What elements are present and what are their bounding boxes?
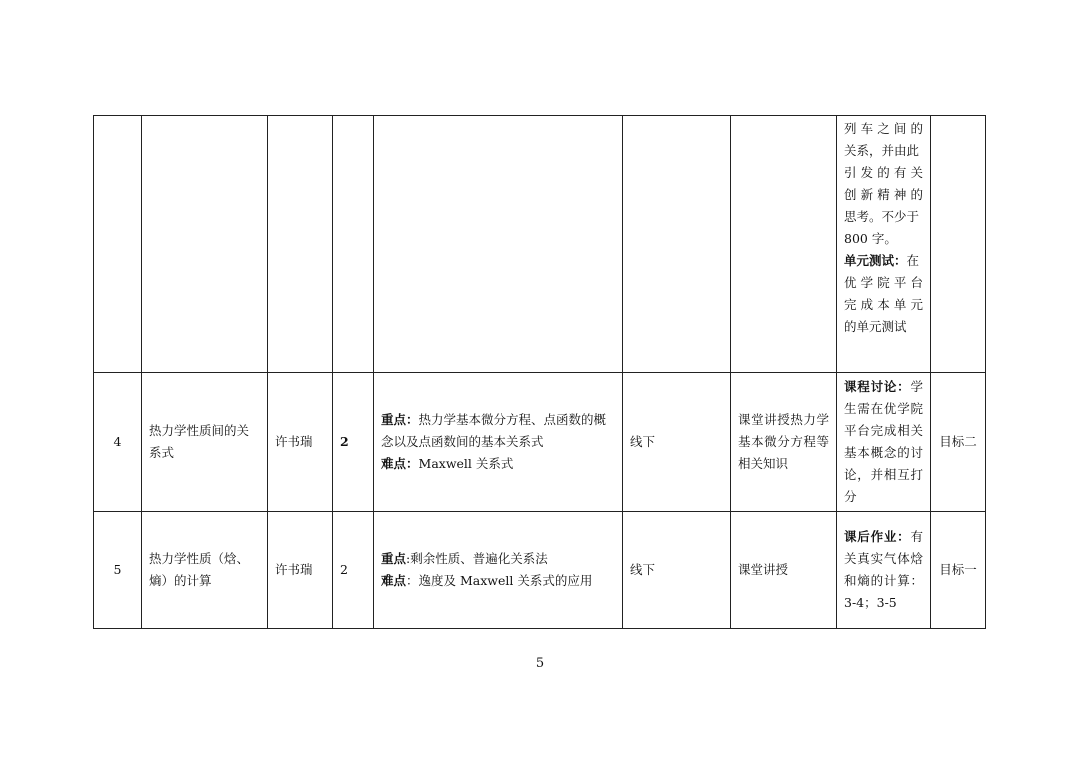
assignment-line: 创新精神的	[844, 187, 923, 202]
unit-test-label: 单元测试：	[844, 253, 907, 268]
assignment-line: 优学院平台	[844, 275, 923, 290]
key-label: 重点：	[381, 412, 419, 427]
assignment-line: 的单元测试	[844, 319, 907, 334]
cell-goal: 目标一	[931, 512, 986, 629]
assignment-text: 学生需在优学院平台完成相关基本概念的讨论，并相互打分	[844, 379, 923, 504]
difficulty-label: 难点	[381, 573, 407, 588]
assignment-text: 有关真实气体焓和熵的计算：3-4；3-5	[844, 529, 923, 610]
difficulty-text: ：逸度及 Maxwell 关系式的应用	[406, 573, 593, 588]
cell-topic: 热力学性质（焓、熵）的计算	[142, 512, 268, 629]
cell-assignment	[837, 373, 931, 512]
assignment-line: 关系，并由此	[844, 143, 920, 158]
key-label: 重点	[381, 551, 407, 566]
cell-hours: 2	[333, 373, 374, 512]
difficulty-text: Maxwell 关系式	[418, 456, 514, 471]
key-line	[381, 548, 615, 570]
cell-hours: 2	[333, 512, 374, 629]
cell-assignment	[837, 512, 931, 629]
key-text: 热力学基本微分方程、点函数的概念以及点函数间的基本关系式	[381, 412, 607, 449]
course-schedule-table	[93, 115, 986, 629]
assignment-line: 列车之间的	[844, 121, 923, 136]
cell-method: 课堂讲授	[731, 512, 837, 629]
cell-teacher	[268, 116, 333, 373]
cell-topic: 热力学性质间的关系式	[142, 373, 268, 512]
cell-method: 课堂讲授热力学基本微分方程等相关知识	[731, 373, 837, 512]
unit-test-line	[844, 250, 923, 272]
cell-goal: 目标二	[931, 373, 986, 512]
cell-index	[94, 116, 142, 373]
cell-key-points	[374, 373, 623, 512]
cell-assignment	[837, 116, 931, 373]
table-row	[94, 116, 986, 373]
difficulty-line	[381, 453, 615, 475]
cell-index: 5	[94, 512, 142, 629]
table-row	[94, 512, 986, 629]
assignment-line: 引发的有关	[844, 165, 923, 180]
table-row	[94, 373, 986, 512]
cell-hours	[333, 116, 374, 373]
unit-test-first: 在	[906, 253, 920, 268]
cell-mode: 线下	[623, 373, 731, 512]
cell-goal	[931, 116, 986, 373]
assignment-label: 课后作业：	[844, 529, 911, 544]
assignment-line: 800 字。	[844, 231, 897, 246]
difficulty-line	[381, 570, 615, 592]
key-text: :剩余性质、普遍化关系法	[406, 551, 548, 566]
cell-index: 4	[94, 373, 142, 512]
cell-teacher: 许书瑞	[268, 512, 333, 629]
cell-key-points	[374, 116, 623, 373]
assignment-line: 思考。不少于	[844, 209, 920, 224]
assignment-label: 课程讨论：	[844, 379, 911, 394]
cell-key-points	[374, 512, 623, 629]
cell-topic	[142, 116, 268, 373]
difficulty-label: 难点：	[381, 456, 419, 471]
page-number: 5	[535, 656, 545, 671]
key-line	[381, 412, 606, 449]
cell-mode	[623, 116, 731, 373]
cell-method	[731, 116, 837, 373]
cell-teacher: 许书瑞	[268, 373, 333, 512]
cell-mode: 线下	[623, 512, 731, 629]
assignment-line: 完成本单元	[844, 297, 923, 312]
